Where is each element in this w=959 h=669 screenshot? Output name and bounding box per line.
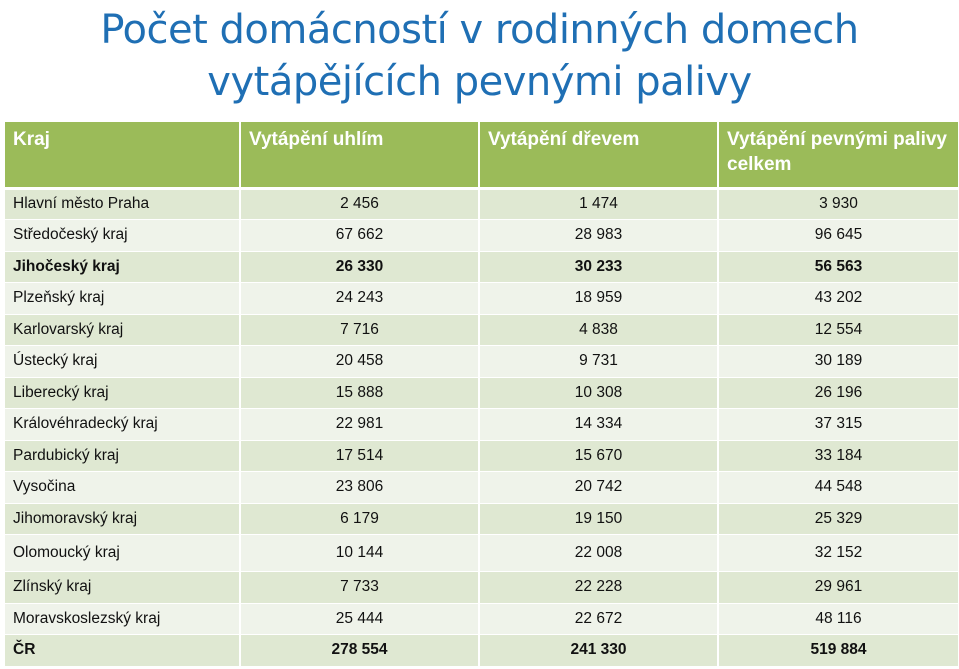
table-row <box>5 188 959 220</box>
cell-kraj: Jihomoravský kraj <box>5 503 240 535</box>
cell-celkem: 30 189 <box>718 346 959 378</box>
cell-uhli: 2 456 <box>240 188 479 220</box>
cell-uhli: 17 514 <box>240 440 479 472</box>
cell-celkem: 26 196 <box>718 377 959 409</box>
cell-uhli: 15 888 <box>240 377 479 409</box>
cell-uhli: 24 243 <box>240 283 479 315</box>
cell-celkem: 48 116 <box>718 603 959 635</box>
cell-uhli: 7 716 <box>240 314 479 346</box>
cell-kraj: Hlavní město Praha <box>5 188 240 220</box>
cell-uhli: 6 179 <box>240 503 479 535</box>
table-row <box>5 220 959 252</box>
cell-drevo: 4 838 <box>479 314 718 346</box>
cell-uhli: 22 981 <box>240 409 479 441</box>
cell-drevo: 30 233 <box>479 251 718 283</box>
cell-uhli: 20 458 <box>240 346 479 378</box>
cell-uhli: 7 733 <box>240 572 479 604</box>
cell-uhli: 26 330 <box>240 251 479 283</box>
table-row <box>5 283 959 315</box>
cell-drevo: 9 731 <box>479 346 718 378</box>
header-celkem: Vytápění pevnými palivy celkem <box>718 122 959 188</box>
table-row <box>5 603 959 635</box>
table-row <box>5 409 959 441</box>
cell-celkem: 44 548 <box>718 472 959 504</box>
table-body <box>5 188 959 666</box>
cell-drevo: 18 959 <box>479 283 718 315</box>
cell-drevo: 22 228 <box>479 572 718 604</box>
cell-celkem: 43 202 <box>718 283 959 315</box>
header-kraj: Kraj <box>5 122 240 188</box>
cell-celkem: 37 315 <box>718 409 959 441</box>
cell-kraj: Karlovarský kraj <box>5 314 240 346</box>
cell-celkem: 32 152 <box>718 535 959 572</box>
table-row <box>5 503 959 535</box>
header-drevo: Vytápění dřevem <box>479 122 718 188</box>
table-row <box>5 572 959 604</box>
data-table <box>5 122 959 667</box>
cell-kraj: Pardubický kraj <box>5 440 240 472</box>
cell-drevo: 1 474 <box>479 188 718 220</box>
cell-celkem: 56 563 <box>718 251 959 283</box>
table-header-row <box>5 122 959 188</box>
table-row <box>5 377 959 409</box>
cell-celkem: 29 961 <box>718 572 959 604</box>
cell-kraj: ČR <box>5 635 240 667</box>
table-row <box>5 251 959 283</box>
cell-uhli: 25 444 <box>240 603 479 635</box>
cell-celkem: 519 884 <box>718 635 959 667</box>
cell-drevo: 14 334 <box>479 409 718 441</box>
cell-uhli: 278 554 <box>240 635 479 667</box>
cell-drevo: 28 983 <box>479 220 718 252</box>
cell-kraj: Královéhradecký kraj <box>5 409 240 441</box>
cell-drevo: 22 672 <box>479 603 718 635</box>
table-row <box>5 635 959 667</box>
cell-kraj: Moravskoslezský kraj <box>5 603 240 635</box>
cell-kraj: Liberecký kraj <box>5 377 240 409</box>
table-row <box>5 440 959 472</box>
cell-celkem: 25 329 <box>718 503 959 535</box>
cell-uhli: 23 806 <box>240 472 479 504</box>
table-row <box>5 314 959 346</box>
cell-uhli: 67 662 <box>240 220 479 252</box>
cell-kraj: Olomoucký kraj <box>5 535 240 572</box>
cell-drevo: 15 670 <box>479 440 718 472</box>
cell-drevo: 241 330 <box>479 635 718 667</box>
slide-title-line-1: Počet domácností v rodinných domech <box>100 7 859 53</box>
cell-drevo: 10 308 <box>479 377 718 409</box>
cell-uhli: 10 144 <box>240 535 479 572</box>
table-row <box>5 472 959 504</box>
cell-celkem: 3 930 <box>718 188 959 220</box>
cell-drevo: 22 008 <box>479 535 718 572</box>
cell-celkem: 96 645 <box>718 220 959 252</box>
table-row <box>5 346 959 378</box>
cell-kraj: Středočeský kraj <box>5 220 240 252</box>
cell-kraj: Zlínský kraj <box>5 572 240 604</box>
cell-celkem: 33 184 <box>718 440 959 472</box>
cell-celkem: 12 554 <box>718 314 959 346</box>
cell-kraj: Plzeňský kraj <box>5 283 240 315</box>
cell-drevo: 20 742 <box>479 472 718 504</box>
cell-kraj: Jihočeský kraj <box>5 251 240 283</box>
cell-kraj: Vysočina <box>5 472 240 504</box>
cell-drevo: 19 150 <box>479 503 718 535</box>
table-row <box>5 535 959 572</box>
cell-kraj: Ústecký kraj <box>5 346 240 378</box>
slide-title <box>0 0 959 118</box>
header-uhli: Vytápění uhlím <box>240 122 479 188</box>
slide-title-line-2: vytápějících pevnými palivy <box>207 59 752 105</box>
